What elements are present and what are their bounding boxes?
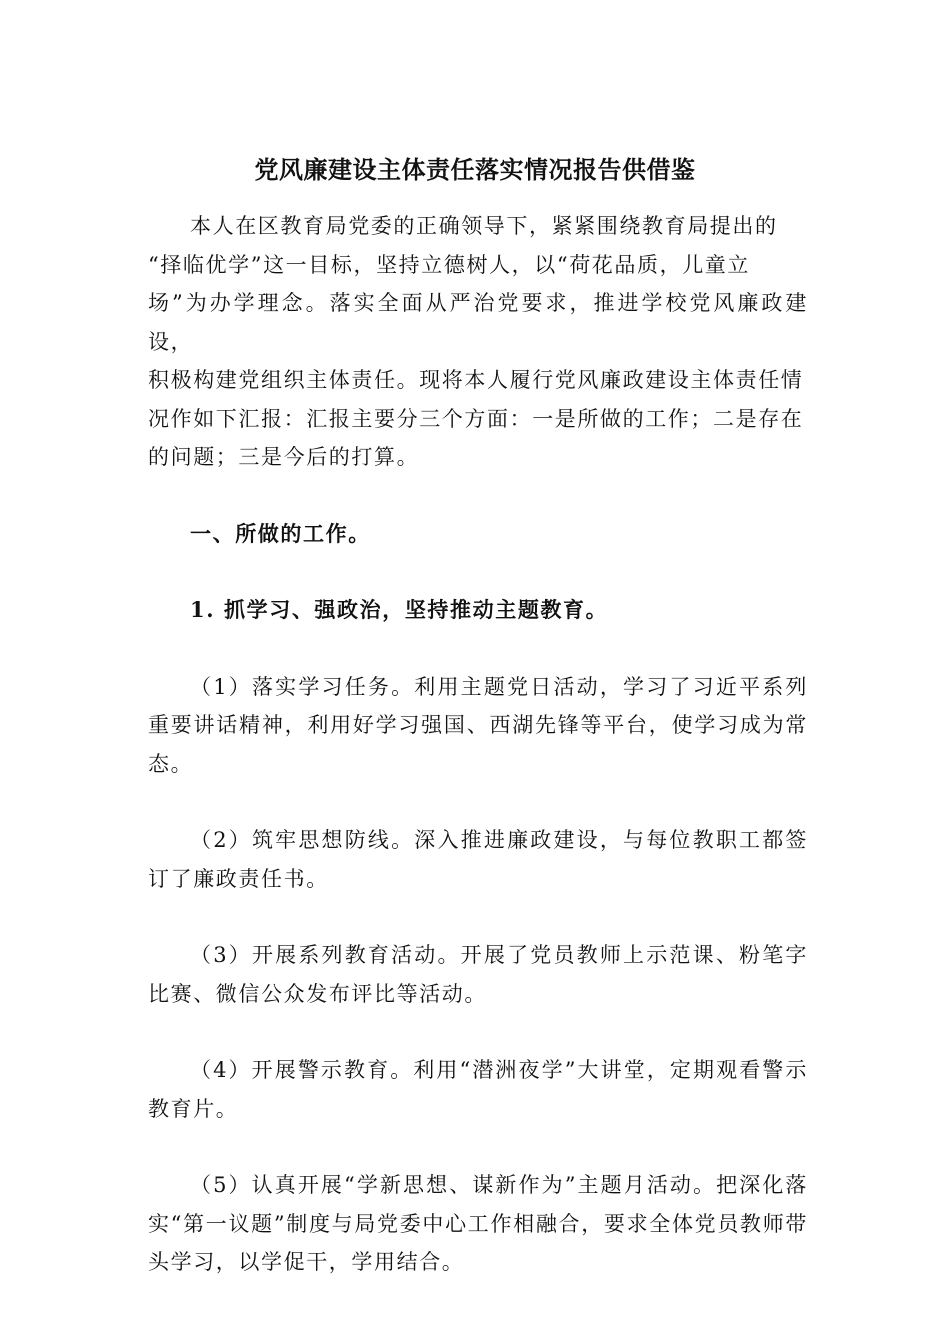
intro-paragraph [148, 207, 808, 477]
subsection-heading: 1. 抓学习、强政治，坚持推动主题教育。 [190, 597, 609, 622]
list-item: （2）筑牢思想防线。深入推进廉政建设，与每位教职工都签订了廉政责任书。 [148, 828, 808, 891]
list-item: （4）开展警示教育。利用“潜洲夜学”大讲堂，定期观看警示教育片。 [148, 1058, 808, 1121]
list-item: （3）开展系列教育活动。开展了党员教师上示范课、粉笔字比赛、微信公众发布评比等活动。 [148, 943, 808, 1006]
intro-line: 况作如下汇报：汇报主要分三个方面：一是所做的工作；二是存在 [148, 406, 804, 431]
document-title: 党风廉建设主体责任落实情况报告供借鉴 [254, 155, 696, 184]
section-heading: 一、所做的工作。 [190, 520, 371, 546]
list-item: （5）认真开展“学新思想、谋新作为”主题月活动。把深化落实“第一议题”制度与局党委中心工作相融合，要求全体党员教师带头学习，以学促干，学用结合。 [148, 1173, 808, 1274]
intro-line: “择临优学”这一目标，坚持立德树人，以“荷花品质，儿童立 [148, 252, 751, 277]
document-body [148, 207, 808, 1320]
intro-line: 的问题；三是今后的打算。 [148, 445, 420, 469]
list-item: （1）落实学习任务。利用主题党日活动，学习了习近平系列重要讲话精神，利用好学习强国、西湖先锋等平台，使学习成为常态。 [148, 674, 808, 776]
intro-line: 积极构建党组织主体责任。现将本人履行党风廉政建设主体责任情 [148, 368, 804, 392]
intro-line: 场”为办学理念。落实全面从严治党要求，推进学校党风廉政建设， [148, 291, 808, 354]
intro-line: 本人在区教育局党委的正确领导下，紧紧围绕教育局提出的 [190, 214, 778, 238]
